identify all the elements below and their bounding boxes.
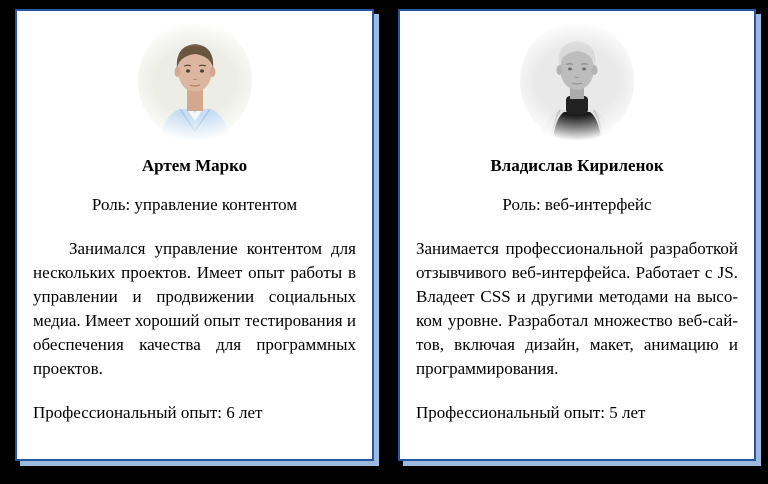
member-bio: Занимается профессиональной разработкой отзывчивого веб-интерфейса. Работает с JS. Владеет CSS и другими методами на высоком уровне. Разработал множество веб-сайтов, включая дизайн, макет, анимацию и программирования.	[416, 239, 738, 378]
member-role: Роль: веб-интерфейс	[502, 195, 652, 214]
team-member-card-artem	[15, 9, 374, 461]
member-name: Артем Марко	[141, 156, 248, 175]
portrait-photo-artem	[33, 19, 356, 144]
member-experience: Профессиональный опыт: 5 лет	[416, 403, 646, 422]
member-experience: Профессиональный опыт: 6 лет	[33, 403, 263, 422]
member-bio: Занимался управление контентом для нескольких проектов. Имеет опыт работы в управлении и продвижении социальных медиа. Имеет хороший опыт тестирования и обеспечения качества для программных проектов.	[33, 239, 356, 378]
team-member-card-vladislav	[398, 9, 756, 461]
member-role: Роль: управление контентом	[91, 195, 298, 214]
member-name: Владислав Кириленок	[490, 156, 664, 175]
man-portrait-color-icon	[120, 19, 270, 144]
man-portrait-grayscale-icon	[502, 19, 652, 144]
portrait-photo-vladislav	[416, 19, 738, 144]
